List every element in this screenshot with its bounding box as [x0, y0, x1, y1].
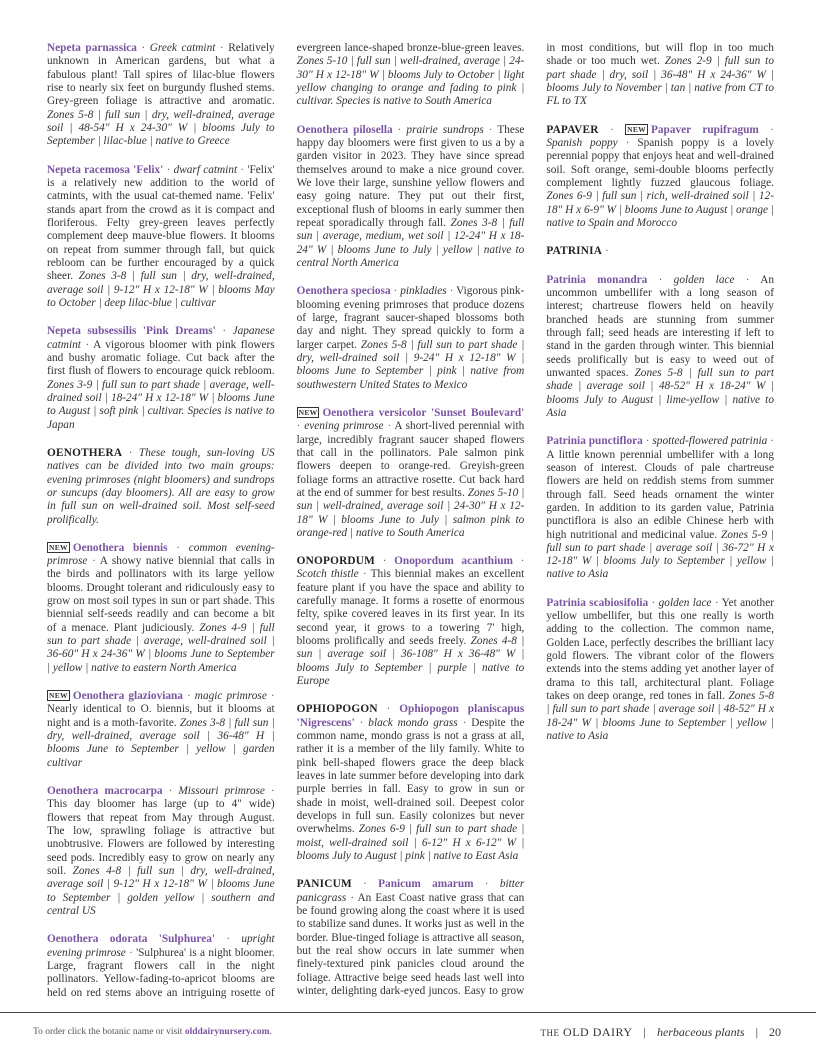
- description: This day bloomer has large (up to 4" wide) flowers that repeat from May through August. The low, sprawling foliage is attractive but unobtrusive. Flowers are followed by interesting seed pods. Incredibly easy to grow on nearly any soil.: [47, 798, 275, 878]
- common-name: golden lace: [673, 273, 735, 286]
- description: Despite the common name, mondo grass is not a grass at all, rather it is a member of the lily family. White to pink bell-shaped flowers grace the deep black leaves in late summer before developing into dark purple berries in fall. Easy to grow in sun or shade in moist, well-drained soil. Deepest color develops in full sun. Easily colonizes but never overwhelms.: [296, 716, 525, 836]
- new-badge: NEW: [627, 124, 646, 134]
- separator: ·: [270, 785, 275, 798]
- description: This biennial makes an excellent feature plant if you have the space and ability to carefully manage. It forms a rosette of enormous felty, spike covered leaves in its first year. In its second year, it grows to a towering 7' high, blooms prolifically and seeds freely.: [296, 568, 525, 648]
- description: A short-lived perennial with large, incredibly fragrant saucer shaped flowers that call in the pollinators. Pale salmon pink flowers deepen to orange-red. Greyish-green foliage forms an attractive rosette. Cut back hard at the end of summer for best results.: [296, 420, 525, 499]
- separator: ·: [186, 690, 191, 703]
- description: An East Coast native grass that can be found growing along the coast where it is used to stabilize sand dunes. It works just as well in the border. Blue-tinged foliage is attractive all season, but the real show occurs in late summer when finely-textured pink panicles cloud around the foliage. Attractive beige seed heads last well into winter, delighting dark-eyed juncos. Easy to grow in most conditions, but will flop in too much shade or too much wet.: [296, 42, 774, 997]
- growing-details: Zones 5-8 | full sun | dry, well-drained, average soil | 48-54" H x 24-30" W | blooms July to September | lilac-blue | native to Greece: [47, 108, 275, 148]
- description: 'Felix' is a relatively new addition to the world of catmints, with the usual cat-themed name. 'Felix' stands apart from the crowd as it is compact and floriferous. Felty grey-green leaves perfectly complement deep mauve-blue flowers. It blooms on repeat from summer through fall, but quick rebloom can be further encouraged by a quick sheer.: [47, 163, 275, 283]
- botanic-name-link[interactable]: Oenothera macrocarpa: [47, 785, 163, 798]
- plant-entry: [47, 542, 275, 675]
- growing-details: Zones 3-8 | full sun | average, medium, wet soil | 12-24" H x 18-24" W | blooms June to July | yellow | native to central North America: [296, 216, 525, 269]
- description: Relatively unknown in American gardens, but what a fabulous plant! Tall spires of lilac-blue flowers rise to nearly six feet on burgundy flushed stems. Grey-green foliage is attractive and aromatic.: [47, 42, 275, 108]
- botanic-name-link[interactable]: Patrinia monandra: [546, 273, 648, 286]
- separator: ·: [219, 42, 224, 54]
- separator: ·: [363, 878, 367, 891]
- description: 'Sulphurea' is a night bloomer. Large, fragrant flowers call in the night pollinators. Yellow-fading-to-apricot blooms are held on red stems above an intriguing rosette of evergreen lance-shaped bronze-blue-green leaves.: [47, 42, 525, 999]
- separator: ·: [609, 123, 614, 136]
- genus-heading: PANICUM: [296, 878, 352, 891]
- growing-details: Zones 4-8 | sun | average soil | 36-108" H x 36-48" W | blooms July to September | purple | native to Europe: [296, 635, 525, 688]
- botanic-name-link[interactable]: Oenothera pilosella: [296, 123, 393, 136]
- botanic-name-link[interactable]: Oenothera odorata 'Sulphurea': [47, 933, 216, 946]
- order-text: To order click the botanic name or visit: [33, 1027, 185, 1037]
- separator: ·: [658, 273, 663, 286]
- botanic-name-link[interactable]: Patrinia scabiosifolia: [546, 596, 649, 609]
- botanic-name-link[interactable]: Panicum amarum: [378, 878, 474, 891]
- separator: ·: [350, 891, 355, 904]
- plant-entry: [297, 285, 525, 392]
- separator: ·: [770, 123, 774, 136]
- common-name: evening primrose: [304, 420, 384, 433]
- growing-details: Zones 5-8 | full sun to part shade | average soil | 48-52" H x 18-24" W | blooms July to August | lime-yellow | native to Asia: [546, 366, 774, 419]
- separator: ·: [484, 878, 489, 891]
- new-badge: NEW: [298, 407, 318, 417]
- separator: ·: [604, 245, 609, 258]
- separator: ·: [645, 435, 650, 448]
- botanic-name-link[interactable]: Papaver rupifragum: [650, 123, 759, 136]
- separator: ·: [520, 555, 525, 568]
- botanic-name-link[interactable]: Onopordum acanthium: [394, 555, 513, 568]
- plant-entry: [297, 407, 525, 540]
- separator: ·: [362, 568, 367, 581]
- botanic-name-link[interactable]: Nepeta racemosa 'Felix': [47, 163, 164, 176]
- separator: ·: [359, 716, 364, 729]
- separator: ·: [270, 690, 275, 703]
- separator: ·: [226, 933, 231, 946]
- common-name: dwarf catmint: [173, 163, 238, 176]
- section-title: herbaceous plants: [656, 1025, 745, 1039]
- growing-details: Zones 4-9 | full sun to part shade | average, well-drained soil | 36-60" H x 24-36" W | blooms June to September | yellow | native to eastern North America: [47, 621, 275, 674]
- growing-details: Zones 5-8 | full sun to part shade | dry, well-drained soil | 9-24" H x 12-18" W | blooms June to September | pink | native from southwestern United States to Mexico: [296, 338, 525, 391]
- separator: ·: [386, 703, 391, 716]
- plant-catalog-columns: [47, 42, 774, 1004]
- separator: ·: [129, 946, 133, 959]
- separator: ·: [387, 420, 392, 433]
- botanic-name-link[interactable]: Oenothera glazioviana: [72, 690, 183, 703]
- growing-details: Zones 5-9 | full sun to part shade | average soil | 36-72" H x 12-18" W | blooms July to September | yellow | native to Asia: [546, 528, 774, 581]
- separator: ·: [397, 123, 402, 136]
- plant-entry: [47, 785, 275, 918]
- plant-entry: [297, 555, 525, 688]
- common-name: Missouri primrose: [178, 785, 265, 798]
- growing-details: Zones 4-8 | full sun | dry, well-drained, average soil | 9-12" H x 12-18" W | blooms June to September | golden yellow | southern and central US: [47, 865, 275, 918]
- growing-details: Zones 2-9 | full sun to part shade | dry, soil | 36-48" H x 24-36" W | blooms July to November | tan | native from CT to FL to TX: [546, 55, 774, 108]
- page-footer: [541, 1025, 781, 1040]
- separator: ·: [449, 285, 454, 298]
- footer-divider: |: [755, 1025, 758, 1039]
- botanic-name-link[interactable]: Nepeta parnassica: [47, 42, 137, 54]
- growing-details: Zones 3-9 | full sun to part shade | average, well-drained soil | 18-24" H x 12-18" W | blooms June to August | soft pink | cultivar. Species is native to Japan: [47, 378, 275, 431]
- description: These happy day bloomers were first given to us a by a garden visitor in 2023. They have since spread themselves around to make a nice ground cover. We love their large, sunshine yellow flowers and easy going nature. They put out their first, exceptional flush of blooms in early summer then repeat sporadically through fall.: [296, 123, 525, 229]
- common-name: golden lace: [658, 596, 712, 609]
- common-name: spotted-flowered patrinia: [652, 435, 768, 448]
- page-number: 20: [769, 1025, 781, 1039]
- botanic-name-link[interactable]: Oenothera versicolor 'Sunset Boulevard': [322, 406, 525, 419]
- new-badge: NEW: [49, 542, 68, 552]
- plant-entry: [47, 325, 275, 432]
- common-name: Scotch thistle: [296, 568, 359, 581]
- separator: ·: [296, 420, 301, 433]
- plant-entry: [47, 42, 275, 149]
- plant-entry: [297, 124, 525, 271]
- order-period: .: [269, 1027, 272, 1037]
- common-name: pinkladies: [400, 285, 447, 298]
- plant-entry: [546, 274, 774, 421]
- description: Spanish poppy is a lovely perennial poppy that enjoys heat and well-drained soil. Soft orange, semi-double blooms perfectly complement lightly fuzzed glaucous foliage.: [546, 136, 774, 189]
- plant-entry: [47, 164, 275, 311]
- growing-details: Zones 6-9 | full sun | rich, well-drained soil | 12-18" H x 6-9" W | blooms June to August | orange | native to Spain and Morocco: [546, 190, 774, 229]
- new-badge: NEW: [49, 691, 68, 701]
- description: A little known perennial umbellifer with a long season of interest. Clouds of pale chartreuse flowers are held on reddish stems from summer through fall. Seed heads ornament the winter garden. In addition to its garden value, Patrinia punctiflora is also an edible Chinese herb with high nutritional and medicinal value.: [546, 448, 774, 541]
- description: A showy native biennial that calls in the birds and pollinators with its large yellow blooms. Drought tolerant and ridiculously easy to grow on most soil types in sun or part shade. This biennial self-seeds readily and can become a bit of a menace. Plant judiciously.: [47, 555, 275, 634]
- description: Yet another yellow umbellifer, but this one really is worth adding to the collection. The common name, Golden Lace, perfectly describes the brilliant lacy gold flowers. The vibrant color of the flowers extends into the stems adding yet another layer of drama to this tall, architectural plant. Foliage takes on deep orange, red tones in fall.: [546, 596, 774, 703]
- common-name: Japanese catmint: [47, 325, 275, 351]
- description: Nearly identical to O. biennis, but it blooms at night and is a moth-favorite.: [47, 703, 275, 729]
- order-note: [33, 1027, 272, 1037]
- botanic-name-link[interactable]: Oenothera biennis: [72, 541, 168, 554]
- brand-name: OLD DAIRY: [559, 1025, 633, 1039]
- growing-details: Zones 3-8 | full sun | dry, well-drained, average soil | 9-12" H x 12-18" W | blooms May to October | deep lilac-blue | cultivar: [47, 270, 275, 309]
- separator: ·: [714, 596, 719, 609]
- website-link[interactable]: olddairynursery.com: [184, 1027, 270, 1037]
- separator: ·: [85, 338, 90, 351]
- separator: ·: [141, 42, 146, 54]
- botanic-name-link[interactable]: Oenothera speciosa: [296, 285, 391, 298]
- separator: ·: [176, 541, 181, 554]
- separator: ·: [91, 555, 96, 568]
- growing-details: Zones 5-10 | sun | well-drained, average soil | 24-30" H x 12-18" W | blooms June to July | salmon pink to orange-red | native to South America: [296, 486, 525, 539]
- botanic-name-link[interactable]: Patrinia punctiflora: [546, 435, 643, 448]
- separator: ·: [745, 273, 750, 286]
- genus-heading: ONOPORDUM: [296, 555, 376, 568]
- growing-details: Zones 3-8 | full sun | dry, well-drained, average soil | 36-48" H | blooms June to September | yellow | garden cultivar: [47, 716, 275, 769]
- description: Vigorous pink-blooming evening primroses that produce dozens of large, fragrant saucer-shaped blossoms both day and night. They spread quickly to form a larger carpet.: [296, 285, 525, 351]
- separator: ·: [166, 163, 171, 176]
- footer-divider: |: [643, 1025, 646, 1039]
- separator: ·: [168, 785, 173, 798]
- separator: ·: [625, 136, 630, 149]
- common-name: Spanish poppy: [546, 136, 618, 149]
- brand-prefix: THE: [540, 1028, 560, 1038]
- plant-entry: [47, 690, 275, 770]
- genus-heading: PATRINIA: [546, 245, 603, 258]
- plant-entry: [47, 447, 275, 527]
- growing-details: These tough, sun-loving US natives can be divided into two main groups: evening primroses (night bloomers) and sundrops or suncups (day bloomers). All are easy to grow in full sun on well-drained soil. Most self-seed prolifically.: [47, 446, 275, 526]
- separator: ·: [128, 446, 133, 459]
- description: A vigorous bloomer with pink flowers and bushy aromatic foliage. Cut back after the first flush of flowers to encourage quick rebloom.: [47, 338, 275, 378]
- common-name: upright evening primrose: [47, 933, 275, 959]
- common-name: Greek catmint: [149, 42, 216, 54]
- separator: ·: [462, 716, 467, 729]
- plant-entry: [546, 124, 774, 231]
- genus-heading: PAPAVER: [546, 123, 599, 136]
- separator: ·: [770, 435, 774, 448]
- genus-heading: OENOTHERA: [47, 446, 123, 459]
- common-name: common evening-primrose: [47, 541, 275, 568]
- separator: ·: [222, 325, 227, 338]
- growing-details: Zones 5-8 | full sun to part shade | average soil | 48-52" H x 18-24" W | blooms June to September | yellow | native to Asia: [546, 690, 774, 743]
- common-name: black mondo grass: [368, 716, 458, 729]
- separator: ·: [240, 163, 245, 176]
- separator: ·: [393, 285, 398, 298]
- plant-entry: [546, 245, 774, 258]
- common-name: prairie sundrops: [406, 123, 484, 136]
- plant-entry: [297, 703, 525, 863]
- separator: ·: [488, 123, 493, 136]
- separator: ·: [382, 555, 387, 568]
- common-name: magic primrose: [194, 690, 267, 703]
- separator: ·: [651, 596, 656, 609]
- botanic-name-link[interactable]: Nepeta subsessilis 'Pink Dreams': [47, 325, 216, 338]
- growing-details: Zones 6-9 | full sun to part shade | moist, well-drained soil | 6-12" H x 6-12" W | blooms July to August | pink | native to East Asia: [296, 823, 525, 863]
- common-name: bitter panicgrass: [296, 878, 525, 904]
- plant-entry: [546, 597, 774, 744]
- plant-entry: [546, 435, 774, 582]
- footer-rule: [0, 1012, 816, 1013]
- genus-heading: OPHIOPOGON: [296, 703, 378, 716]
- growing-details: Zones 5-10 | full sun | well-drained, average | 24-30" H x 12-18" W | blooms July to October | light yellow changing to orange and fading to pink | cultivar. Species is native to South America: [296, 55, 525, 108]
- description: An uncommon umbellifer with a long season of interest; chartreuse flowers held on heavily branched heads are stunning from summer through fall; seed heads are interesting if left to stand in the garden through winter. This biennial seeds prolifically but is easy to weed out of unwanted spaces.: [546, 273, 774, 379]
- botanic-name-link[interactable]: Ophiopogon planiscapus 'Nigrescens': [296, 703, 525, 729]
